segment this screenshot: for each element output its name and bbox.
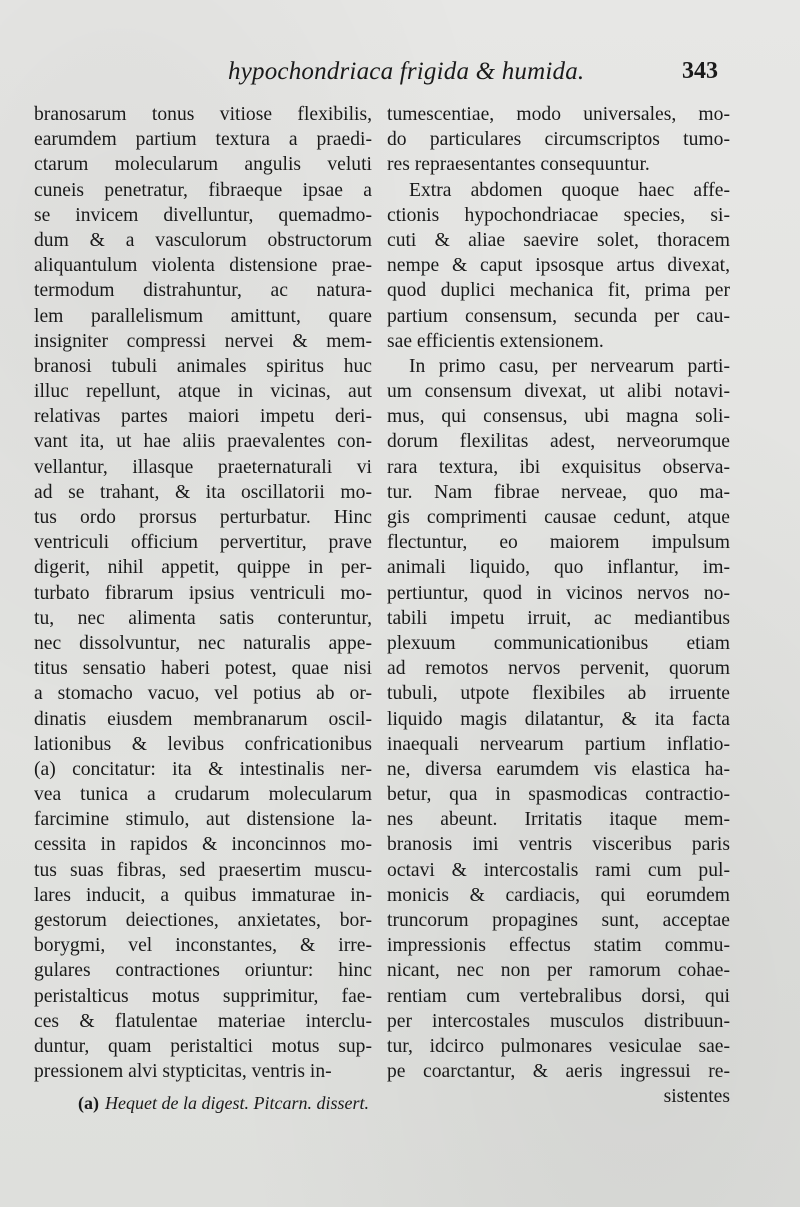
- text-line: nempe & caput ipsosque artus divexat,: [387, 255, 730, 277]
- text-line: octavi & intercostalis rami cum pul-: [387, 859, 730, 881]
- text-line: duntur, quam peristaltici motus sup-: [34, 1035, 372, 1057]
- text-line: turbato fibrarum ipsius ventriculi mo-: [34, 582, 372, 604]
- text-line: rentiam cum vertebralibus dorsi, qui: [387, 985, 730, 1007]
- text-line: branosi tubuli animales spiritus huc: [34, 355, 372, 377]
- left-text-column: [34, 102, 372, 1084]
- text-line: ne, diversa earumdem vis elastica ha-: [387, 758, 730, 780]
- text-line: In primo casu, per nervearum parti-: [409, 355, 730, 377]
- text-line: branosarum tonus vitiose flexibilis,: [34, 104, 372, 125]
- text-line: sae efficientis extensionem.: [387, 330, 604, 352]
- text-line: pe coarctantur, & aeris ingressui re-: [387, 1061, 730, 1083]
- running-title: hypochondriaca frigida & humida.: [228, 58, 585, 85]
- text-line: tur, idcirco pulmonares vesiculae sae-: [387, 1035, 730, 1057]
- footnote: [78, 1093, 369, 1114]
- text-line: tubuli, utpote flexibiles ab irruente: [387, 683, 730, 705]
- text-line: animali liquido, quo inflantur, im-: [387, 557, 730, 579]
- text-line: tabili impetu irruit, ac mediantibus: [387, 607, 730, 629]
- text-line: liquido magis dilatantur, & ita facta: [387, 708, 730, 730]
- text-line: nicant, nec non per ramorum cohae-: [387, 960, 730, 982]
- text-line: tus ordo prorsus perturbatur. Hinc: [34, 507, 372, 528]
- text-line: lem parallelismum amittunt, quare: [34, 305, 372, 327]
- text-line: do particulares circumscriptos tumo-: [387, 129, 730, 151]
- text-line: a stomacho vacuo, vel potius ab or-: [34, 683, 372, 705]
- text-line: peristalticus motus supprimitur, fae-: [34, 985, 372, 1007]
- text-line: ventriculi officium pervertitur, prave: [34, 532, 372, 554]
- text-line: nec dissolvuntur, nec naturalis appe-: [34, 632, 372, 654]
- text-line: farcimine stimulo, aut distensione la-: [34, 809, 372, 831]
- text-line: mus, qui consensus, ubi magna soli-: [387, 406, 730, 428]
- text-line: nes abeunt. Irritatis itaque mem-: [387, 809, 730, 831]
- text-line: res repraesentantes consequuntur.: [387, 154, 650, 176]
- text-line: quod duplici mechanica fit, prima per: [387, 280, 730, 302]
- text-line: earumdem partium textura a praedi-: [34, 129, 372, 151]
- text-line: illuc repellunt, atque in vicinas, aut: [34, 381, 372, 403]
- text-line: monicis & cardiacis, qui eorumdem: [387, 884, 730, 906]
- text-line: ad se trahant, & ita oscillatorii mo-: [34, 481, 372, 503]
- text-line: ces & flatulentae materiae interclu-: [34, 1010, 372, 1032]
- text-line: pressionem alvi stypticitas, ventris in-: [34, 1061, 332, 1083]
- text-line: inaequali nervearum partium inflatio-: [387, 733, 730, 755]
- text-line: cuti & aliae saevire solet, thoracem: [387, 229, 730, 251]
- text-line: betur, qua in spasmodicas contractio-: [387, 784, 730, 806]
- page-header: [0, 58, 800, 88]
- text-line: plexuum communicationibus etiam: [387, 632, 730, 654]
- text-line: rara textura, ibi exquisitus observa-: [387, 456, 730, 478]
- footnote-mark: (a): [78, 1093, 99, 1113]
- text-line: um consensum divexat, ut alibi notavi-: [387, 381, 730, 403]
- text-line: gestorum deiectiones, anxietates, bor-: [34, 910, 372, 931]
- text-line: truncorum propagines sunt, acceptae: [387, 910, 730, 931]
- text-line: dum & a vasculorum obstructorum: [34, 229, 372, 251]
- text-line: vant ita, ut hae aliis praevalentes con-: [34, 431, 372, 453]
- footnote-text: Hequet de la digest. Pitcarn. dissert.: [105, 1093, 369, 1113]
- text-line: insigniter compressi nervei & mem-: [34, 330, 372, 352]
- text-line: per intercostales musculos distribuun-: [387, 1010, 730, 1032]
- text-line: ctionis hypochondriacae species, si-: [387, 204, 730, 226]
- text-line: lares inducit, a quibus immaturae in-: [34, 884, 372, 906]
- text-line: gulares contractiones oriuntur: hinc: [34, 960, 372, 982]
- right-text-column: [387, 102, 730, 1110]
- text-line: dinatis eiusdem membranarum oscil-: [34, 708, 372, 730]
- text-line: vellantur, illasque praeternaturali vi: [34, 456, 372, 478]
- text-line: (a) concitatur: ita & intestinalis ner-: [34, 758, 372, 780]
- text-line: Extra abdomen quoque haec affe-: [409, 179, 730, 201]
- text-line: ctarum molecularum angulis veluti: [34, 154, 372, 176]
- text-line: impressionis effectus statim commu-: [387, 935, 730, 957]
- text-line: tu, nec alimenta satis conteruntur,: [34, 607, 372, 629]
- text-line: gis comprimenti causae cedunt, atque: [387, 507, 730, 528]
- text-line: cuneis penetratur, fibraeque ipsae a: [34, 179, 372, 201]
- text-line: aliquantulum violenta distensione prae-: [34, 255, 372, 277]
- text-line: digerit, nihil appetit, quippe in per-: [34, 557, 372, 579]
- text-line: vea tunica a crudarum molecularum: [34, 784, 372, 806]
- text-line: flectuntur, eo maiorem impulsum: [387, 532, 730, 554]
- text-line: pertiuntur, quod in vicinos nervos no-: [387, 582, 730, 604]
- text-line: branosis imi ventris visceribus paris: [387, 834, 730, 856]
- text-line: partium consensum, secunda per cau-: [387, 305, 730, 327]
- text-line: ad remotos nervos pervenit, quorum: [387, 658, 730, 680]
- text-line: borygmi, vel inconstantes, & irre-: [34, 935, 372, 957]
- text-line: titus sensatio haberi potest, quae nisi: [34, 658, 372, 680]
- text-line: tumescentiae, modo universales, mo-: [387, 104, 730, 125]
- text-line: dorum flexilitas adest, nerveorumque: [387, 431, 730, 453]
- text-line: cessita in rapidos & inconcinnos mo-: [34, 834, 372, 856]
- text-line: sistentes: [663, 1086, 730, 1108]
- text-line: se invicem divelluntur, quemadmo-: [34, 204, 372, 226]
- page-number: 343: [682, 58, 718, 84]
- text-line: tur. Nam fibrae nerveae, quo ma-: [387, 481, 730, 503]
- text-line: termodum distrahuntur, ac natura-: [34, 280, 372, 302]
- text-line: tus suas fibras, sed praesertim muscu-: [34, 859, 372, 881]
- text-line: relativas partes maiori impetu deri-: [34, 406, 372, 428]
- text-line: lationibus & levibus confricationibus: [34, 733, 372, 755]
